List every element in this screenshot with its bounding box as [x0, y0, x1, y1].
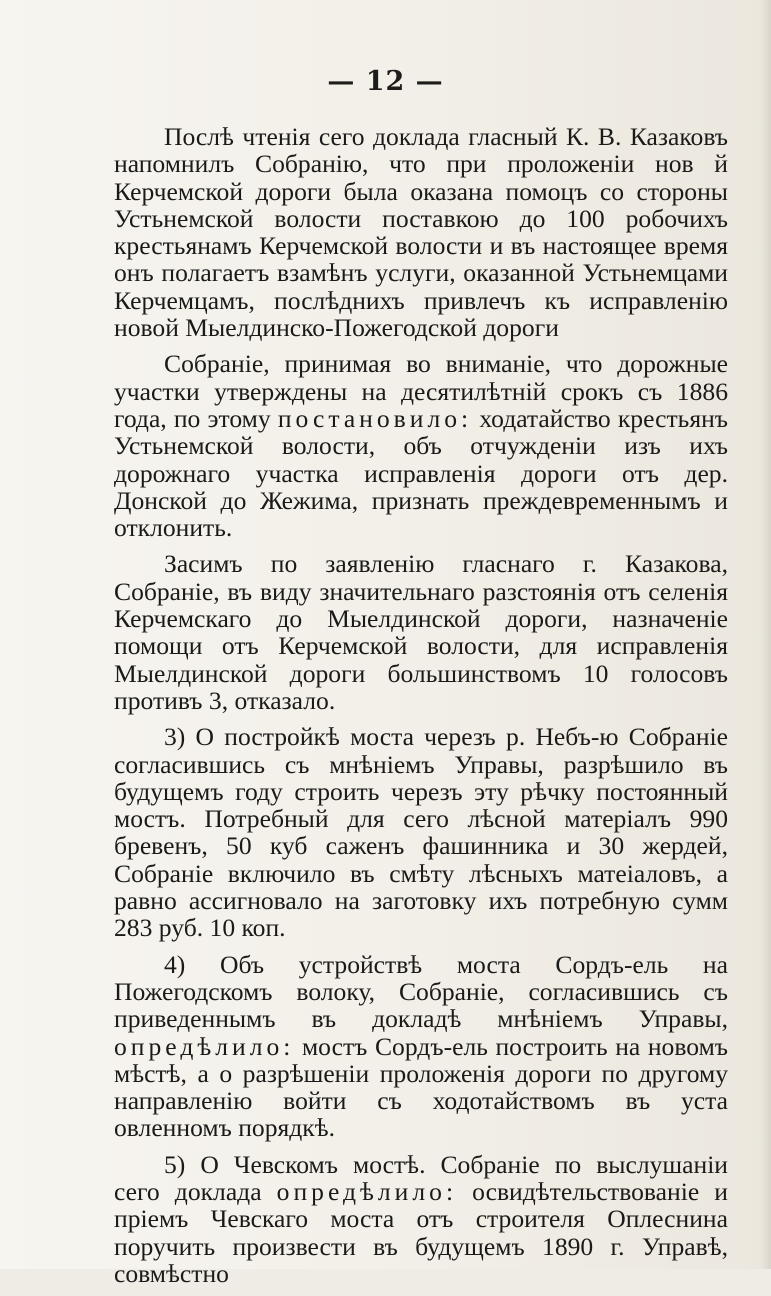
page-spine-shadow [761, 0, 771, 1269]
paragraph-3: Засимъ по заявленію гласнаго г. Казакова, Собраніе, въ виду значительнаго разстоянія отъ селенія Керчемскаго до Мыелдинской дороги, назначеніе помощи отъ Керчемской волости, для исправленія Мыелдинской дороги большинствомъ 10 голосовъ противъ 3, отказало. [114, 549, 728, 715]
paragraph-6-lead: 5) О Чевскомъ мостѣ. Собраніе по выслушаніи сего доклада [114, 1149, 728, 1206]
paragraph-2 [114, 350, 728, 541]
paragraph-6 [114, 1151, 728, 1287]
resolution-keyword: опредѣлило: [114, 1031, 295, 1061]
paragraph-2-tail: ходатайство крестьянъ Устьнемской волости, объ отчужденіи изъ ихъ дорожнаго участка исправленія дороги отъ дер. Донской до Жежима, признать преждевременнымъ и отклонить. [114, 403, 729, 543]
paragraph-6-tail: освидѣтельствованіе и пріемъ Чевскаго моста отъ строителя Оплеснина поручить произвести въ будущемъ 1890 г. Управѣ, совмѣстно [114, 1176, 728, 1288]
page-number: — 12 — [327, 66, 444, 97]
paragraph-2-lead: Собраніе, принимая во вниманіе, что дорожные участки утверждены на десятилѣтній срокъ съ 1886 года, по этому [114, 349, 728, 433]
paragraph-4: 3) О постройкѣ моста черезъ р. Небъ-ю Собраніе согласившись съ мнѣніемъ Управы, разрѣшило въ будущемъ году строить черезъ эту рѣчку постоянный мостъ. Потребный для сего лѣсной матеріалъ 990 бревенъ, 50 куб саженъ фашинника и 30 жердей, Собраніе включило въ смѣту лѣсныхъ матеіаловъ, а равно ассигновало на заготовку ихъ потребную сумм 283 руб. 10 коп. [114, 722, 728, 943]
resolution-keyword: постановило: [277, 403, 473, 433]
paragraph-5-tail: мостъ Сордъ-ель построить на новомъ мѣстѣ, а о разрѣшеніи проложенія дороги по другому направленію войти съ ходотайствомъ въ уста овленномъ порядкѣ. [114, 1031, 728, 1143]
paragraph-5 [114, 951, 728, 1142]
paragraph-5-lead: 4) Объ устройствѣ моста Сордъ-ель на Пожегодскомъ волоку, Собраніе, согласившись съ приведеннымъ въ докладѣ мнѣніемъ Управы, [114, 949, 728, 1034]
resolution-keyword: опредѣлило: [276, 1176, 458, 1206]
body-text [114, 123, 728, 1296]
paragraph-1: Послѣ чтенія сего доклада гласный К. В. Казаковъ напомнилъ Собранію, что при проложеніи нов й Керчемской дороги была оказана помоцъ со стороны Устьнемской волости поставкою до 100 робочихъ крестьянамъ Керчемской волости и въ настоящее время онъ полагаетъ взамѣнъ услуги, оказанной Устьнемцами Керчемцамъ, послѣднихъ привлечъ къ исправленію новой Мыелдинско-Пожегодской дороги [114, 122, 728, 343]
